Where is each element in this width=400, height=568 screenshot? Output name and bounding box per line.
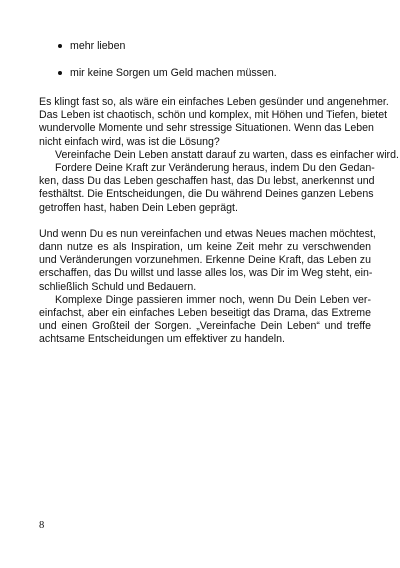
paragraph-4	[39, 227, 376, 294]
text-line: und einen Großteil der Sorgen. „Vereinfache Dein Leben“ und treffe	[39, 320, 371, 333]
bullet-dot	[58, 71, 62, 75]
bullet-item	[58, 67, 277, 80]
text-line: festhältst. Die Entscheidungen, die Du während Deines ganzen Lebens	[39, 188, 374, 201]
text-line: nicht einfach wird, was ist die Lösung?	[39, 135, 220, 148]
text-line: wundervolle Momente und sehr stressige Situationen. Wenn das Leben	[39, 122, 374, 135]
text-line: erschaffen, das Du willst und lasse alles los, was Dir im Weg steht, ein-	[39, 267, 373, 280]
body-text	[39, 96, 399, 347]
bullet-item	[58, 40, 277, 53]
bullet-text: mir keine Sorgen um Geld machen müssen.	[70, 67, 277, 79]
text-line: Vereinfache Dein Leben anstatt darauf zu warten, dass es einfacher wird.	[55, 148, 399, 161]
text-line: ken, dass Du das Leben geschaffen hast, das Du lebst, anerkennst und	[39, 175, 375, 188]
text-line: Es klingt fast so, als wäre ein einfaches Leben gesünder und angenehmer.	[39, 96, 389, 108]
text-line: einfachst, aber ein einfaches Leben beseitigt das Drama, das Extreme	[39, 307, 371, 319]
text-line: schließlich Schuld und Bedauern.	[39, 280, 197, 293]
text-line: achtsame Entscheidungen um effektiver zu handeln.	[39, 333, 285, 346]
paragraph-5	[39, 294, 371, 347]
text-line: Komplexe Dinge passieren immer noch, wenn Du Dein Leben ver-	[55, 293, 371, 306]
text-line: getroffen hast, haben Dein Leben geprägt.	[39, 201, 238, 214]
text-line: Und wenn Du es nun vereinfachen und etwas Neues machen möchtest,	[39, 227, 376, 240]
bullet-dot	[58, 44, 62, 48]
text-line: Das Leben ist chaotisch, schön und komplex, mit Höhen und Tiefen, bietet	[39, 109, 388, 122]
text-line: und Veränderungen vorzunehmen. Erkenne Deine Kraft, das Leben zu	[39, 254, 371, 267]
text-line: Fordere Deine Kraft zur Veränderung heraus, indem Du den Gedan-	[55, 161, 375, 174]
bullet-list	[58, 40, 277, 80]
paragraph-1	[39, 96, 389, 149]
paragraph-3	[39, 161, 375, 215]
paragraph-spacer	[39, 215, 371, 228]
paragraph-2	[39, 148, 399, 162]
bullet-text: mehr lieben	[70, 40, 126, 52]
page-number: 8	[39, 520, 45, 531]
text-line: dann nutze es als Inspiration, um keine Zeit mehr zu verschwenden	[39, 241, 371, 254]
